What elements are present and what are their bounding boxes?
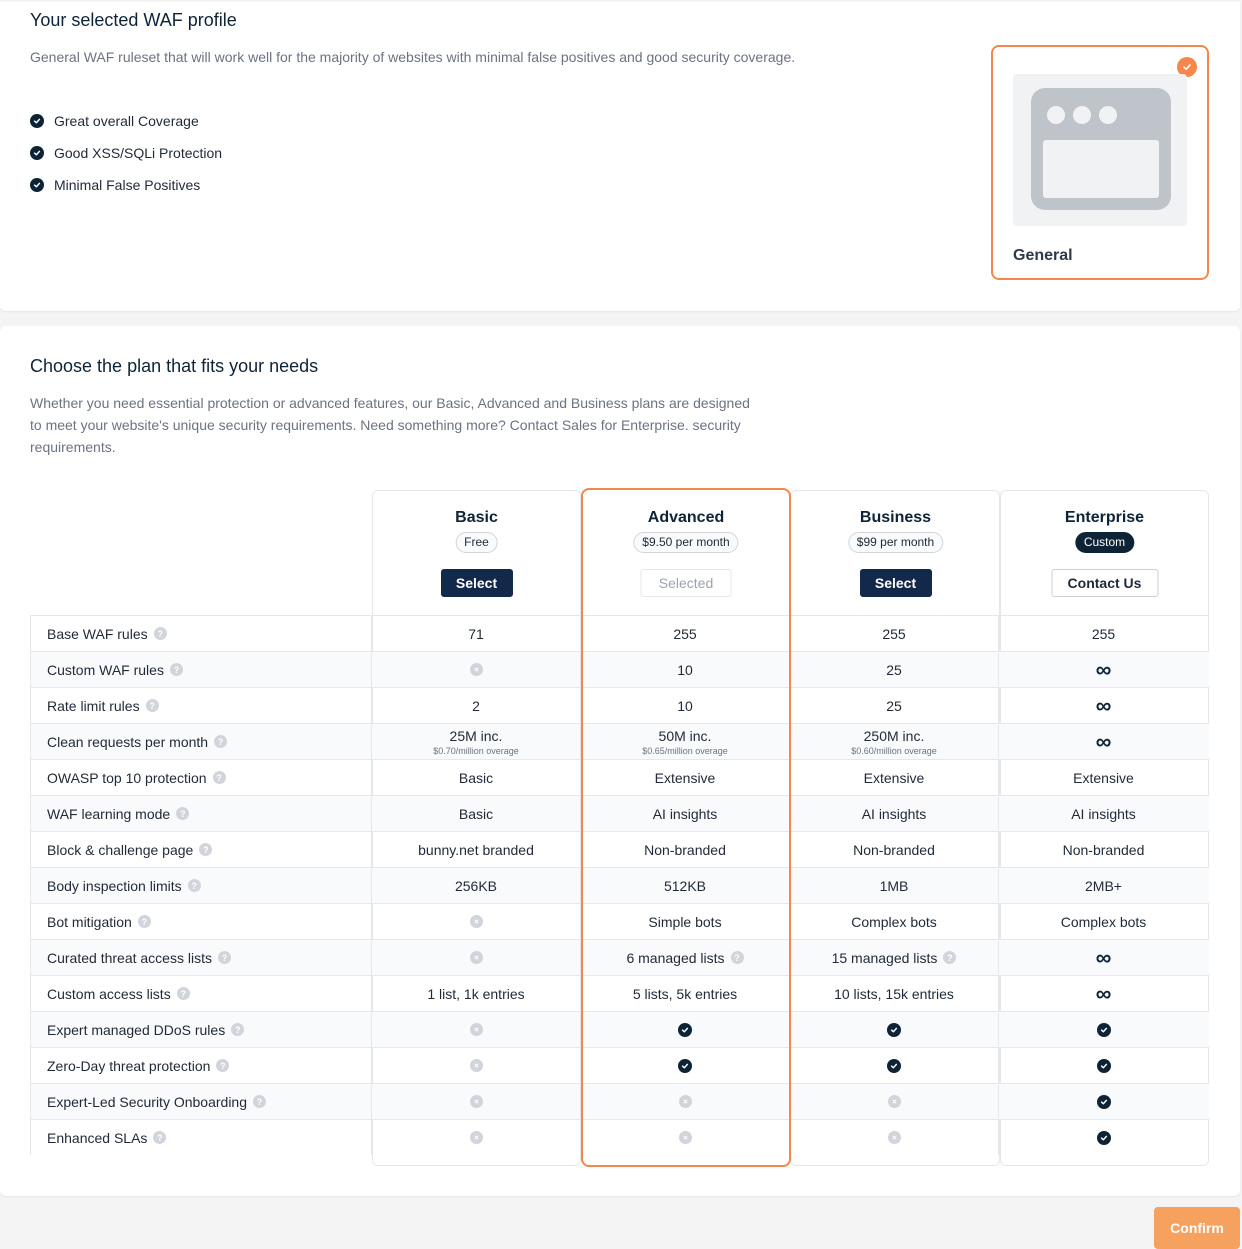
- value-line: [832, 950, 957, 966]
- plan-comparison-table: [30, 615, 1209, 1155]
- plan-value-cell: [372, 940, 581, 975]
- value-line: [450, 728, 503, 744]
- x-circle-icon: [470, 915, 483, 928]
- feature-label: WAF learning mode: [47, 805, 171, 822]
- plan-value-cell: [999, 976, 1208, 1011]
- plan-value-cell: [999, 940, 1208, 975]
- table-row: [30, 795, 1209, 831]
- overage-note: $0.60/million overage: [851, 745, 937, 756]
- help-icon[interactable]: ?: [154, 627, 167, 640]
- table-row: [30, 1119, 1209, 1155]
- plan-value: 2MB+: [1085, 877, 1122, 894]
- feature-label: Custom access lists: [47, 985, 171, 1002]
- plan-value: 10: [677, 697, 693, 714]
- plan-value-cell: [372, 724, 581, 759]
- plan-value-cell: [790, 1120, 999, 1155]
- feature-name-cell: [30, 724, 372, 759]
- feature-name-cell: [30, 688, 372, 723]
- profile-feature-item: [30, 137, 222, 169]
- plan-value: 250M inc.: [863, 727, 925, 744]
- profile-feature-label: Minimal False Positives: [54, 177, 201, 193]
- feature-name-cell: [30, 1084, 372, 1119]
- price-badge: $9.50 per month: [633, 532, 738, 553]
- plan-value-cell: [372, 616, 581, 651]
- feature-name-cell: [30, 940, 372, 975]
- plan-value: 256KB: [454, 877, 498, 894]
- infinity-icon: ∞: [1095, 656, 1112, 682]
- table-row: [30, 831, 1209, 867]
- value-line: [472, 698, 480, 714]
- plan-value-cell: [790, 652, 999, 687]
- plan-value: AI insights: [652, 805, 718, 822]
- profile-section-title: Your selected WAF profile: [30, 10, 237, 30]
- table-row: [30, 759, 1209, 795]
- plan-value-cell: [372, 760, 581, 795]
- plan-value-cell: [581, 1012, 790, 1047]
- plan-value-cell: [581, 868, 790, 903]
- value-line: [864, 770, 925, 786]
- plan-value: 10 lists, 15k entries: [834, 985, 954, 1002]
- plan-value-cell: [790, 616, 999, 651]
- plan-value: bunny.net branded: [418, 841, 534, 858]
- plan-value-cell: [372, 1084, 581, 1119]
- plan-value: 1 list, 1k entries: [427, 985, 525, 1002]
- feature-label: Rate limit rules: [47, 697, 140, 714]
- plan-value: 10: [677, 661, 693, 678]
- plan-name: Advanced: [647, 509, 725, 526]
- check-circle-icon: [1097, 1023, 1111, 1037]
- plan-value-cell: [581, 760, 790, 795]
- plan-value: 255: [673, 625, 697, 642]
- plan-value: 255: [882, 625, 906, 642]
- plan-value-cell: [372, 796, 581, 831]
- value-line: [1061, 914, 1147, 930]
- plan-value: 2: [472, 697, 480, 714]
- help-icon[interactable]: ?: [213, 771, 226, 784]
- value-line: [864, 728, 925, 744]
- plan-value: Extensive: [1073, 769, 1134, 786]
- table-row: [30, 615, 1209, 651]
- help-icon[interactable]: ?: [199, 843, 212, 856]
- profile-tile-label: General: [1013, 247, 1073, 264]
- plan-name: Basic: [455, 509, 498, 526]
- plan-value-cell: [999, 1084, 1208, 1119]
- overage-note: $0.65/million overage: [642, 745, 728, 756]
- plan-value: 25: [886, 697, 902, 714]
- plan-value: Non-branded: [853, 841, 935, 858]
- price-badge: Free: [455, 532, 498, 553]
- plan-value: Complex bots: [1060, 913, 1147, 930]
- profile-feature-item: [30, 105, 222, 137]
- value-line: [655, 770, 716, 786]
- value-line: [459, 806, 493, 822]
- infinity-icon: ∞: [1095, 692, 1112, 718]
- plan-value-cell: [999, 1048, 1208, 1083]
- check-circle-icon: [30, 146, 44, 160]
- table-row: [30, 1047, 1209, 1083]
- plan-value-cell: [999, 904, 1208, 939]
- feature-label: Curated threat access lists: [47, 949, 212, 966]
- price-badge: Custom: [1075, 532, 1134, 553]
- plan-value: Basic: [458, 805, 494, 822]
- check-circle-icon: [887, 1059, 901, 1073]
- check-circle-icon: [678, 1059, 692, 1073]
- help-icon[interactable]: ?: [177, 987, 190, 1000]
- value-line: [459, 770, 493, 786]
- help-icon[interactable]: ?: [216, 1059, 229, 1072]
- plan-value-cell: [790, 796, 999, 831]
- plan-value: 71: [468, 625, 484, 642]
- value-line: [673, 626, 696, 642]
- feature-label: Clean requests per month: [47, 733, 209, 750]
- value-line: [1071, 806, 1136, 822]
- plan-value-cell: [581, 796, 790, 831]
- plan-value: Non-branded: [644, 841, 726, 858]
- value-line: [664, 878, 706, 894]
- value-line: [677, 662, 693, 678]
- plan-value: 15 managed lists: [831, 949, 938, 966]
- feature-label: Expert managed DDoS rules: [47, 1021, 226, 1038]
- check-circle-icon: [30, 178, 44, 192]
- plan-value-cell: [581, 1120, 790, 1155]
- plan-value: Basic: [458, 769, 494, 786]
- plan-value-cell: [581, 940, 790, 975]
- value-line: [1073, 770, 1134, 786]
- plan-value-cell: [790, 1084, 999, 1119]
- table-row: [30, 867, 1209, 903]
- feature-label: Enhanced SLAs: [47, 1129, 148, 1146]
- plan-value-cell: [581, 976, 790, 1011]
- x-circle-icon: [470, 1059, 483, 1072]
- plan-value: AI insights: [1071, 805, 1136, 822]
- value-line: [659, 728, 712, 744]
- help-icon[interactable]: ?: [146, 699, 159, 712]
- infinity-icon: ∞: [1095, 728, 1112, 754]
- table-row: [30, 651, 1209, 687]
- profile-description: General WAF ruleset that will work well for the majority of websites with minimal false positives and good security coverage.: [30, 49, 796, 65]
- plans-description: Whether you need essential protection or advanced features, our Basic, Advanced and Business plans are designed to meet your website's unique security requirements. Need something more? Contact Sales for Enterprise. security requirements.: [30, 395, 750, 455]
- table-row: [30, 1083, 1209, 1119]
- plan-value-cell: [999, 616, 1208, 651]
- plan-value-cell: [372, 1012, 581, 1047]
- feature-label: Base WAF rules: [47, 625, 148, 642]
- confirm-button[interactable]: Confirm: [1154, 1207, 1240, 1249]
- plan-value-cell: [999, 760, 1208, 795]
- plan-value-cell: [790, 904, 999, 939]
- plan-value-cell: [790, 832, 999, 867]
- plan-value-cell: [790, 1012, 999, 1047]
- check-circle-icon: [1097, 1095, 1111, 1109]
- plans-section-title: Choose the plan that fits your needs: [30, 356, 319, 376]
- check-circle-icon: [678, 1023, 692, 1037]
- plan-value-cell: [790, 868, 999, 903]
- value-line: [886, 662, 902, 678]
- help-icon[interactable]: ?: [231, 1023, 244, 1036]
- feature-name-cell: [30, 976, 372, 1011]
- plan-header-advanced: [582, 491, 790, 615]
- feature-name-cell: [30, 796, 372, 831]
- feature-label: Zero-Day threat protection: [47, 1057, 211, 1074]
- value-line: [644, 842, 726, 858]
- help-icon[interactable]: ?: [170, 663, 183, 676]
- plan-value-cell: [372, 904, 581, 939]
- x-circle-icon: [470, 1023, 483, 1036]
- plan-value-cell: [999, 652, 1208, 687]
- plan-name: Business: [859, 509, 932, 526]
- x-circle-icon: [679, 1131, 692, 1144]
- plan-value: Extensive: [654, 769, 716, 786]
- feature-name-cell: [30, 1120, 372, 1155]
- value-line: [851, 914, 937, 930]
- profile-feature-list: [30, 105, 222, 201]
- help-icon[interactable]: ?: [176, 807, 189, 820]
- feature-label: Block & challenge page: [47, 841, 194, 858]
- x-circle-icon: [470, 951, 483, 964]
- feature-name-cell: [30, 1048, 372, 1083]
- value-line: [1092, 626, 1115, 642]
- plan-value: 25M inc.: [449, 727, 503, 744]
- plan-value: 50M inc.: [658, 727, 712, 744]
- plan-value-cell: [372, 868, 581, 903]
- plan-value-cell: [999, 724, 1208, 759]
- value-line: [882, 626, 905, 642]
- plan-value-cell: [999, 688, 1208, 723]
- plan-value-cell: [372, 652, 581, 687]
- profile-feature-label: Good XSS/SQLi Protection: [54, 145, 223, 161]
- feature-label: Body inspection limits: [47, 877, 182, 894]
- plan-value-cell: [790, 976, 999, 1011]
- selected-advanced-button[interactable]: Selected: [641, 569, 732, 597]
- infinity-icon: ∞: [1095, 980, 1112, 1006]
- plan-value-cell: [372, 976, 581, 1011]
- plan-value-cell: [581, 904, 790, 939]
- feature-name-cell: [30, 760, 372, 795]
- feature-label: Custom WAF rules: [47, 661, 164, 678]
- feature-name-cell: [30, 904, 372, 939]
- table-row: [30, 903, 1209, 939]
- plan-name: Enterprise: [1064, 509, 1145, 526]
- value-line: [455, 878, 497, 894]
- help-icon[interactable]: ?: [138, 915, 151, 928]
- plan-value-cell: [790, 940, 999, 975]
- help-icon[interactable]: ?: [253, 1095, 266, 1108]
- feature-name-cell: [30, 652, 372, 687]
- plan-value: Simple bots: [648, 913, 722, 930]
- help-icon[interactable]: ?: [943, 951, 956, 964]
- value-line: [626, 950, 743, 966]
- browser-window-icon: [1013, 74, 1187, 226]
- contact-us-button[interactable]: Contact Us: [1051, 569, 1158, 597]
- check-circle-icon: [1097, 1059, 1111, 1073]
- plan-value-cell: [581, 1048, 790, 1083]
- plan-value-cell: [999, 1012, 1208, 1047]
- x-circle-icon: [470, 1131, 483, 1144]
- value-line: [648, 914, 721, 930]
- value-line: [633, 986, 737, 1002]
- table-row: [30, 687, 1209, 723]
- plan-value: 512KB: [663, 877, 707, 894]
- x-circle-icon: [888, 1131, 901, 1144]
- plan-value-cell: [581, 1084, 790, 1119]
- value-line: [880, 878, 909, 894]
- select-business-button[interactable]: Select: [860, 569, 932, 597]
- plan-value: AI insights: [861, 805, 927, 822]
- value-line: [1063, 842, 1145, 858]
- profile-tile-general[interactable]: [991, 45, 1209, 280]
- feature-label: OWASP top 10 protection: [47, 769, 207, 786]
- feature-name-cell: [30, 1012, 372, 1047]
- value-line: [834, 986, 954, 1002]
- plan-value-cell: [581, 832, 790, 867]
- plan-value-cell: [372, 832, 581, 867]
- plan-value: 25: [886, 661, 902, 678]
- value-line: [1085, 878, 1122, 894]
- table-row: [30, 939, 1209, 975]
- plan-value: Complex bots: [851, 913, 937, 930]
- plan-value: 255: [1091, 625, 1116, 642]
- plan-header-basic: [372, 491, 581, 615]
- help-icon[interactable]: ?: [214, 735, 227, 748]
- plan-value-cell: [999, 796, 1208, 831]
- x-circle-icon: [470, 663, 483, 676]
- value-line: [418, 842, 534, 858]
- check-circle-icon: [30, 114, 44, 128]
- value-line: [886, 698, 902, 714]
- feature-name-cell: [30, 616, 372, 651]
- plan-value-cell: [999, 868, 1208, 903]
- x-circle-icon: [679, 1095, 692, 1108]
- plan-value-cell: [372, 1048, 581, 1083]
- profile-feature-item: [30, 169, 222, 201]
- help-icon[interactable]: ?: [731, 951, 744, 964]
- help-icon[interactable]: ?: [153, 1131, 166, 1144]
- plan-value-cell: [999, 832, 1208, 867]
- plan-header-enterprise: [1000, 491, 1209, 615]
- plan-value-cell: [790, 1048, 999, 1083]
- infinity-icon: ∞: [1095, 944, 1112, 970]
- plan-value-cell: [790, 724, 999, 759]
- feature-name-cell: [30, 832, 372, 867]
- x-circle-icon: [888, 1095, 901, 1108]
- plan-value: 5 lists, 5k entries: [632, 985, 738, 1002]
- plan-value-cell: [581, 616, 790, 651]
- waf-profile-card: [0, 2, 1240, 311]
- value-line: [427, 986, 524, 1002]
- plan-value-cell: [372, 1120, 581, 1155]
- overage-note: $0.70/million overage: [433, 745, 519, 756]
- feature-label: Expert-Led Security Onboarding: [47, 1093, 247, 1110]
- plan-value-cell: [372, 688, 581, 723]
- plan-value: 6 managed lists: [626, 949, 725, 966]
- help-icon[interactable]: ?: [188, 879, 201, 892]
- table-row: [30, 1011, 1209, 1047]
- price-badge: $99 per month: [848, 532, 943, 553]
- plan-value-cell: [790, 688, 999, 723]
- plan-value-cell: [581, 724, 790, 759]
- value-line: [677, 698, 693, 714]
- x-circle-icon: [470, 1095, 483, 1108]
- table-row: [30, 723, 1209, 759]
- plan-header-business: [791, 491, 1000, 615]
- feature-name-cell: [30, 868, 372, 903]
- check-circle-icon: [887, 1023, 901, 1037]
- value-line: [853, 842, 935, 858]
- plan-value: Non-branded: [1062, 841, 1145, 858]
- plan-value-cell: [999, 1120, 1208, 1155]
- check-circle-icon: [1097, 1131, 1111, 1145]
- plan-value-cell: [581, 688, 790, 723]
- help-icon[interactable]: ?: [218, 951, 231, 964]
- profile-feature-label: Great overall Coverage: [54, 113, 199, 129]
- value-line: [468, 626, 484, 642]
- feature-label: Bot mitigation: [47, 913, 132, 930]
- table-row: [30, 975, 1209, 1011]
- plan-value-cell: [790, 760, 999, 795]
- plan-value-cell: [581, 652, 790, 687]
- plan-value: Extensive: [863, 769, 925, 786]
- select-basic-button[interactable]: Select: [441, 569, 513, 597]
- plan-value: 1MB: [879, 877, 909, 894]
- value-line: [862, 806, 927, 822]
- value-line: [653, 806, 718, 822]
